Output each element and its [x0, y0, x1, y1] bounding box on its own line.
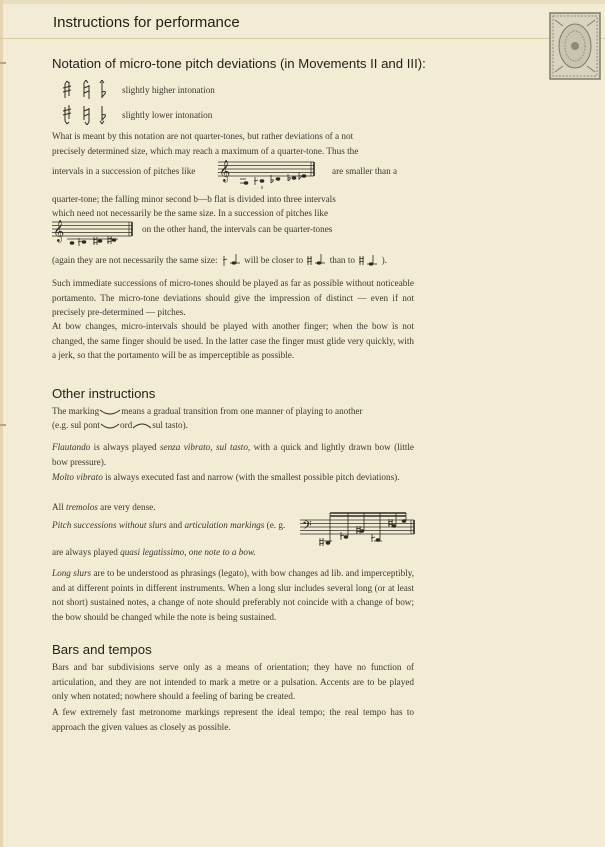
paragraph-line: are smaller than a: [332, 166, 398, 176]
italic-term: senza vibrato, sul tasto,: [159, 442, 251, 452]
paragraph-line: quarter-tone; the falling minor second b—b flat is divided into three intervals: [52, 194, 336, 204]
paragraph-tempos: A few extremely fast metronome markings represent the ideal tempo; the real tempo has to approach the given values as closely as possible.: [52, 707, 414, 732]
paragraph-flautando: [52, 440, 414, 469]
transition-arrow-icon: [100, 422, 120, 430]
text-fragment: are always played: [52, 547, 121, 557]
text-fragment: are to be understood as phrasings (legato), with bow changes ad lib. and imperceptibly, and at different points in different instruments. When a long slur includes several long (or at least not short) sustained notes, a change of note should preferably not coincide with a change of bow; the bow should be changed while the note is being sustained.: [52, 568, 415, 622]
paragraph-pitch-successions: [52, 520, 285, 530]
raised-accidentals-icon: [62, 80, 112, 100]
text-fragment: All: [52, 502, 67, 512]
italic-term: articulation markings: [184, 520, 265, 530]
italic-term: Flautando: [52, 442, 91, 452]
transition-arrow-icon: [132, 422, 152, 430]
music-example-1: [218, 158, 318, 190]
text-fragment: The marking: [52, 406, 100, 416]
text-fragment: ord: [119, 420, 133, 430]
legend-label-higher: slightly higher intonation: [122, 85, 215, 95]
page-edge-top: [0, 0, 605, 4]
paragraph-line: [52, 252, 387, 270]
text-fragment: means a gradual transition from one manner of playing to another: [121, 406, 363, 416]
paragraph-bow-changes: At bow changes, micro-intervals should be played with another finger; when the bow is not changed, the same finger should be used. In the latter case the finger must glide very quickly, with a jerk, so that the portamento will be as imperceptible as possible.: [52, 321, 414, 361]
text-fragment: (again they are not necessarily the same size:: [52, 255, 218, 266]
svg-text:𝄞: 𝄞: [219, 160, 231, 182]
italic-term: Long slurs: [52, 568, 92, 578]
margin-mark: [0, 62, 6, 64]
transition-arrow-icon: [99, 408, 121, 416]
text-fragment: than to: [329, 255, 355, 266]
paragraph-legatissimo: [52, 547, 256, 557]
music-example-3: [300, 512, 416, 548]
paragraph-line: which need not necessarily be the same size. In a succession of pitches like: [52, 208, 329, 218]
italic-term: Pitch successions without slurs: [52, 520, 167, 530]
paragraph-bars: Bars and bar subdivisions serve only as a means of orientation; they have no function of articulation, and they are not intended to mark a metre or a pulsation. Accents are to be played only when notated; nowhere should a feeling of baring be created.: [52, 662, 414, 702]
text-fragment: sul tasto).: [152, 420, 188, 430]
svg-text:𝄢: 𝄢: [302, 518, 312, 536]
paragraph-molto-vibrato: [52, 470, 414, 485]
paragraph-long-slurs: [52, 566, 414, 624]
section-heading-bars-tempos: Bars and tempos: [52, 642, 152, 657]
page-header-title: Instructions for performance: [53, 14, 240, 31]
interval-example-a: [220, 252, 242, 270]
italic-term: tremolos: [66, 502, 98, 512]
music-example-2: [52, 218, 134, 248]
lowered-accidentals-icon: [62, 105, 112, 125]
legend-label-lower: slightly lower intonation: [122, 110, 213, 120]
italic-term: Molto vibrato: [52, 472, 103, 482]
margin-mark: [0, 424, 6, 426]
paragraph-line: [52, 420, 188, 430]
interval-example-b: [305, 252, 327, 270]
text-fragment: are very dense.: [97, 502, 156, 512]
ornament-seal-icon: [549, 12, 601, 80]
paragraph-portamento: Such immediate successions of micro-tones should be played as far as possible without noticeable portamento. The micro-tone deviations should give the impression of distinct — even if not precisely pre-determined — pitches.: [52, 278, 414, 318]
text-fragment: (e.g. sul pont: [52, 420, 100, 430]
text-fragment: (e. g.: [264, 520, 286, 530]
italic-term: quasi legatissimo, one note to a bow.: [120, 547, 256, 557]
svg-text:𝄞: 𝄞: [53, 220, 65, 242]
text-fragment: with a quick and lightly drawn bow (little bow pressure).: [52, 442, 415, 467]
interval-example-c: [357, 252, 379, 270]
paragraph-tremolos: [52, 502, 156, 512]
section-heading-microtone: Notation of micro-tone pitch deviations (in Movements II and III):: [52, 56, 426, 71]
paragraph-line: on the other hand, the intervals can be quarter-tones: [142, 224, 333, 234]
paragraph-line: [52, 406, 363, 416]
text-fragment: is always played: [90, 442, 160, 452]
text-fragment: will be closer to: [244, 255, 304, 266]
paragraph-line: intervals in a succession of pitches like: [52, 166, 196, 176]
text-fragment: is always executed fast and narrow (with the smallest possible pitch deviations).: [102, 472, 400, 482]
text-fragment: and: [166, 520, 185, 530]
paragraph-line: precisely determined size, which may reach a maximum of a quarter-tone. Thus the: [52, 146, 359, 156]
paragraph-line: What is meant by this notation are not quarter-tones, but rather deviations of a not: [52, 131, 354, 141]
section-heading-other: Other instructions: [52, 386, 156, 401]
text-fragment: ).: [381, 255, 387, 266]
header-rule: [0, 38, 605, 39]
